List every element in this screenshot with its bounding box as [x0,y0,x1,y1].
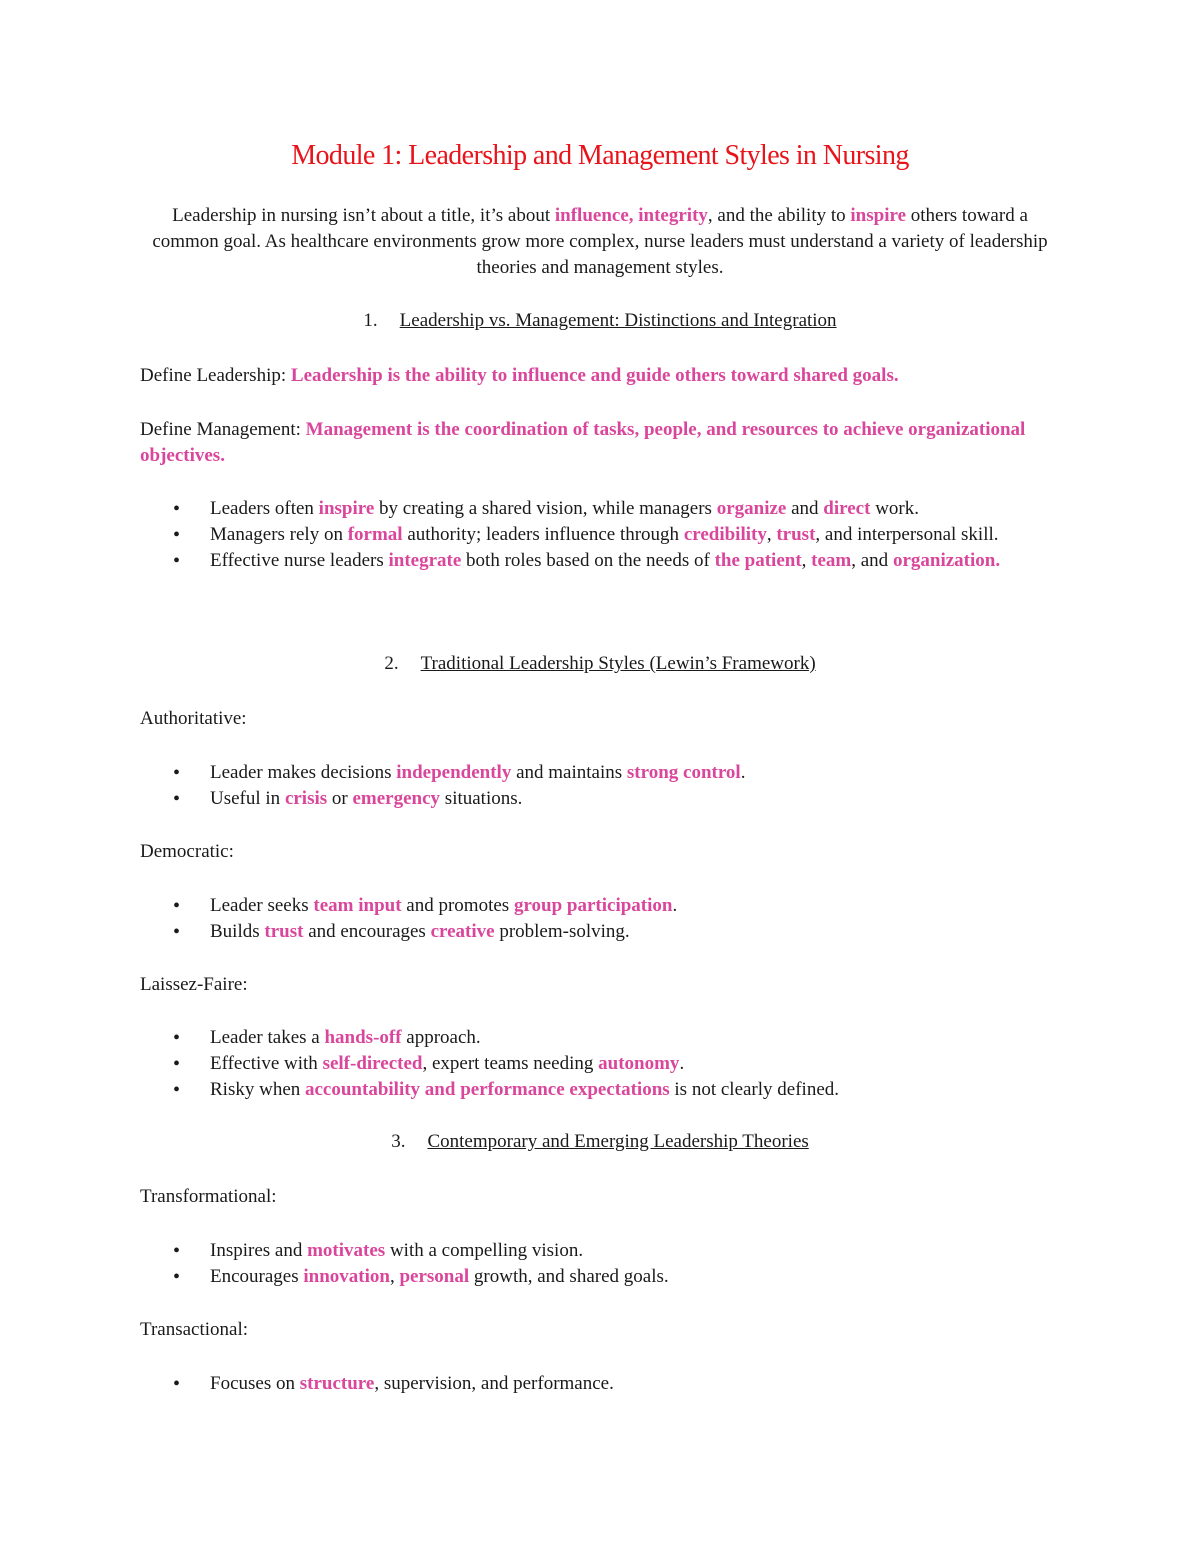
list-item: • Encourages innovation, personal growth, and shared goals. [140,1264,1060,1290]
transactional-bullets [140,1371,1060,1397]
section-2-heading: 2. Traditional Leadership Styles (Lewin’s Framework) [384,653,816,674]
define-management: Define Management: Management is the coordination of tasks, people, and resources to achieve organizational objectives. [140,419,1026,466]
transformational-label: Transformational: [140,1186,277,1207]
laissez-faire-bullets [140,1025,1060,1103]
page-title: Module 1: Leadership and Management Styles in Nursing [291,140,909,171]
list-item: • Useful in crisis or emergency situations. [140,786,1060,812]
authoritative-bullets [140,760,1060,812]
transactional-label: Transactional: [140,1319,249,1340]
list-item: • Inspires and motivates with a compelling vision. [140,1238,1060,1264]
list-item: • Leader makes decisions independently and maintains strong control. [140,760,1060,786]
list-item: • Risky when accountability and performance expectations is not clearly defined. [140,1077,1060,1103]
leadership-definition: Leadership is the ability to influence and guide others toward shared goals. [290,365,899,386]
authoritative-label: Authoritative: [140,708,247,729]
transformational-bullets [140,1238,1060,1290]
section-3-heading: 3. Contemporary and Emerging Leadership Theories [391,1131,809,1152]
highlight-term: inspire [850,205,906,226]
list-item: • Managers rely on formal authority; leaders influence through credibility, trust, and interpersonal skill. [140,522,1060,548]
highlight-term: influence, integrity [554,205,708,226]
democratic-bullets [140,893,1060,945]
management-definition: Management is the coordination of tasks, people, and resources to achieve organizational objectives. [140,419,1026,466]
list-item: • Effective with self-directed, expert teams needing autonomy. [140,1051,1060,1077]
list-item: • Effective nurse leaders integrate both roles based on the needs of the patient, team, and organization. [140,548,1060,574]
section-1-heading: 1. Leadership vs. Management: Distinctions and Integration [363,310,837,331]
intro-paragraph: Leadership in nursing isn’t about a title, it’s about influence, integrity, and the ability to inspire others toward a common goal. As healthcare environments grow more complex, nurse leaders must understand a variety of leadership theories and management styles. [152,205,1048,278]
laissez-faire-label: Laissez-Faire: [140,974,248,995]
list-item: • Focuses on structure, supervision, and performance. [140,1371,1060,1397]
democratic-label: Democratic: [140,841,234,862]
list-item: • Builds trust and encourages creative problem-solving. [140,919,1060,945]
list-item: • Leader takes a hands-off approach. [140,1025,1060,1051]
define-leadership: Define Leadership: Leadership is the ability to influence and guide others toward shared goals. [140,365,899,386]
list-item: • Leaders often inspire by creating a shared vision, while managers organize and direct work. [140,496,1060,522]
list-item: • Leader seeks team input and promotes group participation. [140,893,1060,919]
section-1-bullets [140,496,1060,574]
